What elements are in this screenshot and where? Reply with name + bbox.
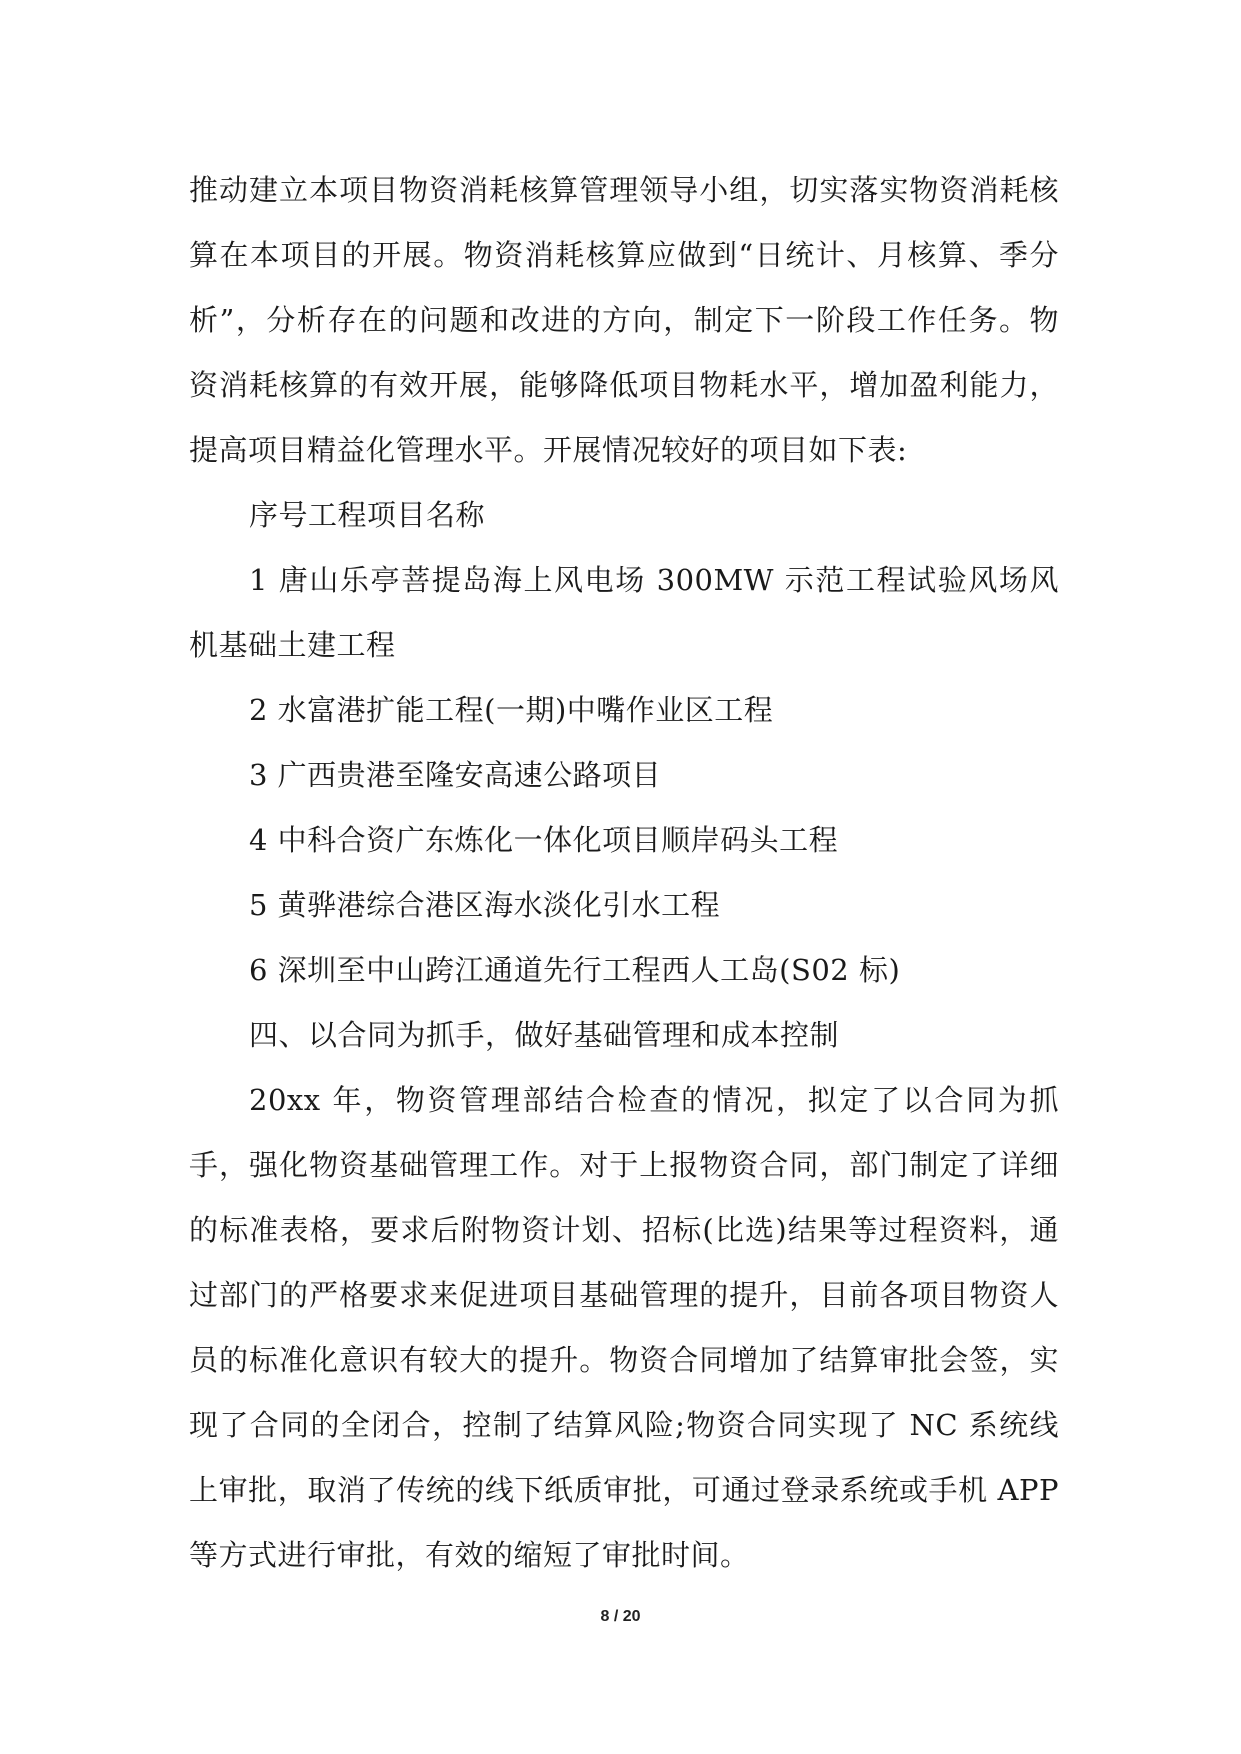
paragraph-1: 推动建立本项目物资消耗核算管理领导小组，切实落实物资消耗核算在本项目的开展。物资消耗核算应做到“日统计、月核算、季分析”，分析存在的问题和改进的方向，制定下一阶段工作任务。物资消耗核算的有效开展，能够降低项目物耗水平，增加盈利能力，提高项目精益化管理水平。开展情况较好的项目如下表:	[189, 173, 1059, 467]
project-item-5: 5 黄骅港综合港区海水淡化引水工程	[249, 888, 721, 922]
project-item-6: 6 深圳至中山跨江通道先行工程西人工岛(S02 标)	[249, 953, 901, 987]
section-heading: 四、以合同为抓手，做好基础管理和成本控制	[249, 1018, 840, 1052]
table-header-line: 序号工程项目名称	[249, 498, 486, 532]
project-item-2: 2 水富港扩能工程(一期)中嘴作业区工程	[249, 693, 774, 727]
document-body	[189, 158, 1059, 1588]
project-item-4: 4 中科合资广东炼化一体化项目顺岸码头工程	[249, 823, 839, 857]
project-item-3: 3 广西贵港至隆安高速公路项目	[249, 758, 662, 792]
project-item-1: 1 唐山乐亭菩提岛海上风电场 300MW 示范工程试验风场风机基础土建工程	[189, 563, 1059, 662]
paragraph-2: 20xx 年，物资管理部结合检查的情况，拟定了以合同为抓手，强化物资基础管理工作。对于上报物资合同，部门制定了详细的标准表格，要求后附物资计划、招标(比选)结果等过程资料，通过部门的严格要求来促进项目基础管理的提升，目前各项目物资人员的标准化意识有较大的提升。物资合同增加了结算审批会签，实现了合同的全闭合，控制了结算风险;物资合同实现了 NC 系统线上审批，取消了传统的线下纸质审批，可通过登录系统或手机 APP 等方式进行审批，有效的缩短了审批时间。	[189, 1083, 1059, 1572]
page-number: 8 / 20	[600, 1608, 641, 1625]
